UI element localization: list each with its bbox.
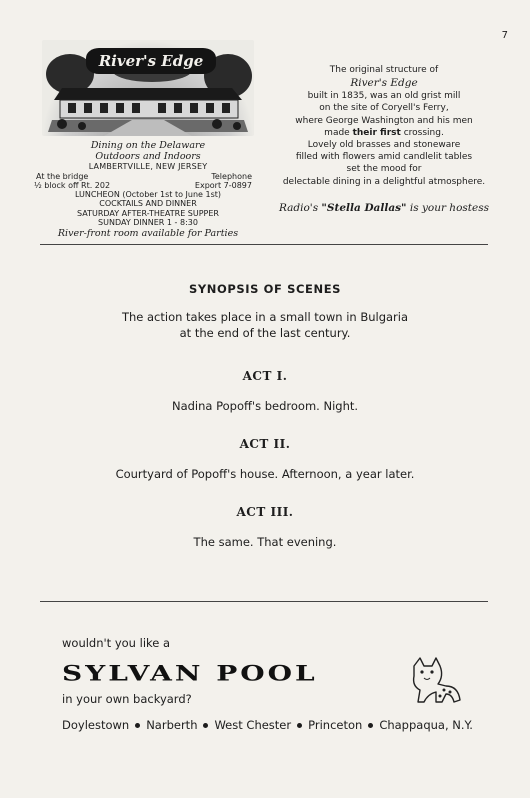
town-item: Princeton [308,718,363,732]
cocktails-text: COCKTAILS AND DINNER [99,199,197,208]
desc-text: crossing. [400,127,444,138]
page-number: 7 [501,30,508,41]
at-bridge-text: At the bridge [36,171,89,181]
desc-line: where George Washington and his men [295,115,473,126]
telephone-label: Telephone [211,171,252,181]
act-2-title: ACT II. [239,437,291,451]
pool-question: wouldn't you like a [62,636,171,650]
desc-line [268,127,500,139]
saturday-text: SATURDAY AFTER-THEATRE SUPPER [77,208,219,218]
luncheon-text: LUNCHEON (October 1st to June 1st) [74,189,222,199]
rivers-edge-ad [34,40,262,239]
location-text: LAMBERTVILLE, NEW JERSEY [88,162,208,171]
act-1-title: ACT I. [242,369,288,383]
rivers-edge-description [268,64,500,214]
desc-emphasis: their first [352,127,401,138]
divider [40,601,488,602]
desc-line: The original structure of [329,65,439,75]
act-3-description: The same. That evening. [193,535,337,549]
town-item: Doylestown [62,718,130,732]
desc-line: filled with flowers amid candlelit tables [295,152,473,163]
hostess-suffix: is your hostess [406,201,489,214]
pool-towns [62,718,502,732]
dining-tagline: Dining on the Delaware [90,140,206,151]
synopsis-description [0,309,530,341]
desc-text: made [324,127,353,138]
pool-backyard-text: in your own backyard? [62,692,192,706]
sylvan-pool-logo: SYLVAN POOL [62,660,318,687]
bullet-icon [368,723,373,728]
bullet-icon [297,723,302,728]
telephone-number: Export 7-0897 [194,180,252,190]
bullet-icon [135,723,140,728]
synopsis-line: The action takes place in a small town in Bulgaria [121,310,409,324]
town-item: West Chester [214,718,292,732]
act-3-title: ACT III. [236,505,294,519]
town-item: Narberth [146,718,198,732]
desc-line: on the site of Coryell's Ferry, [319,103,449,114]
desc-line: delectable dining in a delightful atmosphere. [282,176,486,187]
rivers-edge-logo [42,40,254,136]
address-row-2 [34,181,262,190]
divider [40,244,488,245]
bullet-icon [203,723,208,728]
synopsis-section [0,282,530,549]
rivers-edge-logo-text: River's Edge [86,48,216,74]
act-1-description: Nadina Popoff's bedroom. Night. [171,399,359,413]
dining-subtagline: Outdoors and Indoors [95,151,201,162]
sunday-text: SUNDAY DINNER 1 - 8:30 [98,218,198,227]
hostess-prefix: Radio's [279,201,322,214]
desc-line: Lovely old brasses and stoneware [307,140,461,151]
address-row [34,172,262,181]
act-2-description: Courtyard of Popoff's house. Afternoon, a year later. [115,467,415,481]
synopsis-title: SYNOPSIS OF SCENES [188,282,342,296]
desc-restaurant-name: River's Edge [350,77,418,90]
synopsis-line: at the end of the last century. [179,326,351,340]
block-off-text: ½ block off Rt. 202 [34,180,111,190]
desc-line: built in 1835, was an old grist mill [307,91,461,102]
hostess-name: "Stella Dallas" [321,201,407,214]
river-front-text: River-front room available for Parties [57,227,239,239]
desc-line: set the mood for [346,164,422,175]
town-item: Chappaqua, N.Y. [379,718,473,732]
hostess-line [268,202,500,214]
cat-icon [406,656,464,706]
